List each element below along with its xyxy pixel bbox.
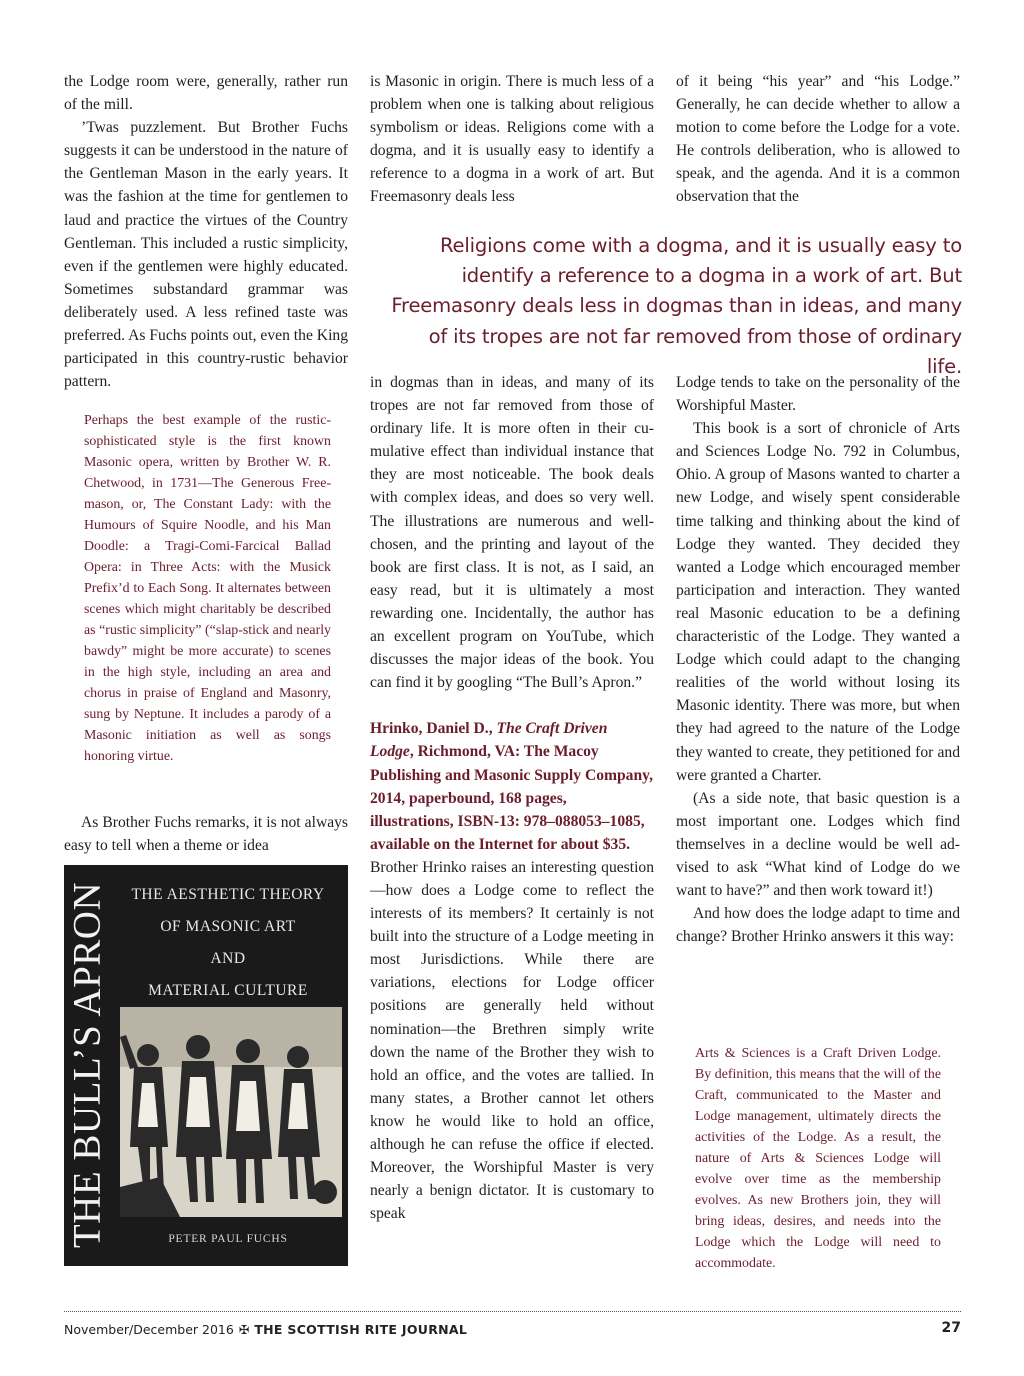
cover-title-line: MATERIAL CULTURE (148, 982, 308, 999)
cover-title-line: AND (210, 950, 246, 967)
sidebar-quote-opera: Perhaps the best example of the rustic-sophisticated style is the first known Masonic opera, written by Brother W. R. Chetwood, in 1731—The Generous Free-mason, or, The Constant Lady: with the Humours of Squire Noodle, and his Man Doodle: a Tragi-Comi-Farcical Ballad Opera: in Three Acts: with the Musick Prefix’d to Each Song. It alternates between scenes which might charitably be described as “rustic simplicity” (“slap-stick and nearly bawdy” might be more accurate) to scenes in the high style, including an area and chorus in praise of England and Masonry, sung by Neptune. It includes a parody of a Masonic initiation as well as songs honoring virtue. (84, 413, 331, 764)
cover-author: PETER PAUL FUCHS (168, 1233, 288, 1245)
pull-quote: Religions come with a dogma, and it is usually easy to identify a reference to a dogma in a work of art. But Freemasonry deals less in dogmas than in ideas, and many of its tropes are not far removed from those of ordinary life. (391, 234, 962, 378)
body-paragraph: Brother Hrinko raises an interesting question—how does a Lodge come to reflect the interests of its members? It certainly is not built into the structure of a Lodge meeting in most Jurisdictions. While there are variations, elections for Lodge officer positions are generally held without nomination—the Brethren simply write down the name of the Brother they wish to hold an office, and the votes are tallied. In many states, a Brother cannot let others know he would like to hold an office, although he can refuse the office if elected. Moreover, the Worshipful Master is very nearly a benign dictator. It is customary to speak (370, 858, 654, 1223)
page-number: 27 (941, 1320, 961, 1336)
cover-spine-title: THE BULL’S APRON (65, 881, 109, 1249)
body-paragraph: (As a side note, that basic question is a most important one. Lodges which find themselves in a decline would be well advised to ask “What kind of Lodge do we want to have?” and then work toward it!) (676, 789, 960, 900)
cover-title-line: OF MASONIC ART (160, 918, 296, 935)
body-paragraph: And how does the lodge adapt to time and change? Brother Hrinko answers it this way: (676, 905, 960, 946)
sidebar-quote-arts-sciences: Arts & Sciences is a Craft Driven Lodge. By definition, this means that the will of the Craft, communicated to the Master and Lodge management, ultimately directs the activities of the Lodge. As a result, the nature of Arts & Sciences Lodge will evolve over time as the membership evolves. As new Brothers join, they will bring ideas, desires, and needs into the Lodge which the Lodge will need to accommodate. (695, 1046, 941, 1271)
body-paragraph: in dogmas than in ideas, and many of its tropes are not far removed from those of ordinary life. It is more often in their cumulative effect than individual instance that they are most noticeable. The book deals with complex ideas, and does so very well. The illustrations are numerous and well-chosen, and the printing and layout of the book are first class. It is not, as I said, an easy read, but it is ultimately a most rewarding one. Incidentally, the author has an excellent program on YouTube, which discusses the major ideas of the book. You can find it by googling “The Bull’s Apron.” (370, 374, 654, 692)
review-publication-details: , Richmond, VA: The Macoy Publishing and Masonic Supply Company, 2014, paperbound, 168 pages, illustrations, ISBN-13: 978–088053–1085, available on the Internet for about $35. (370, 743, 653, 853)
footer-divider (64, 1311, 961, 1312)
review-author: Hrinko, Daniel D., (370, 720, 497, 738)
review-citation (370, 717, 654, 856)
review-book-title: The Craft Driven Lodge (370, 720, 608, 761)
column-3-top (676, 70, 960, 209)
body-paragraph: ’Twas puzzlement. But Brother Fuchs suggests it can be understood in the nature of the Gentleman Mason in the early years. It was the fashion at the time for gentlemen to laud and practice the virtues of the Country Gentleman. This included a rustic simplicity, even if the gentlemen were highly educated. Sometimes substandard grammar was deliberately used. A less refined taste was preferred. As Fuchs points out, even the King participated in this country-rustic behavior pattern. (64, 119, 348, 391)
cross-icon: ✠ (238, 1322, 250, 1337)
body-paragraph: As Brother Fuchs remarks, it is not always easy to tell when a theme or idea (64, 814, 348, 855)
body-paragraph: the Lodge room were, generally, rather run of the mill. (64, 73, 348, 114)
body-paragraph: This book is a sort of chronicle of Arts and Sciences Lodge No. 792 in Columbus, Ohio. A group of Masons wanted to charter a new Lodge, and wisely spent considerable time talking and thinking about the kind of Lodge they wanted. They decided they wanted a Lodge which encouraged member participation and interaction. They wanted real Masonic education to be a defining characteristic of the Lodge. They wanted a Lodge which could adapt to the changing realities of the world without losing its Masonic identity. There was more, but when they had agreed to the nature of the Lodge they wanted to create, they petitioned for and were granted a Charter. (676, 420, 960, 784)
footer-publication: THE SCOTTISH RITE JOURNAL (254, 1322, 468, 1337)
cover-title-line: THE AESTHETIC THEORY (131, 886, 325, 903)
body-paragraph: of it being “his year” and “his Lodge.” Generally, he can decide whether to allow a motion to come before the Lodge for a vote. He controls deliberation, who is allowed to speak, and the agenda. And it is a common observation that the (676, 73, 960, 206)
column-3-bottom (676, 371, 960, 948)
cover-spine (66, 865, 108, 1266)
column-1-bottom (64, 811, 348, 857)
body-paragraph: Lodge tends to take on the personality of the Worshipful Master. (676, 374, 960, 415)
column-2-bottom (370, 371, 654, 1225)
body-paragraph: is Masonic in origin. There is much less of a problem when one is talking about religious symbolism or ideas. Religions come with a dogma, and it is usually easy to identify a reference to a dogma in a work of art. But Freemasonry deals less (370, 73, 654, 206)
cover-title (108, 879, 348, 1007)
cover-engraving-illustration (120, 1007, 342, 1217)
column-1-top (64, 70, 348, 393)
footer-issue: November/December 2016 (64, 1322, 234, 1337)
book-cover-image (64, 865, 348, 1266)
footer-running-title (64, 1322, 467, 1337)
column-2-top (370, 70, 654, 209)
